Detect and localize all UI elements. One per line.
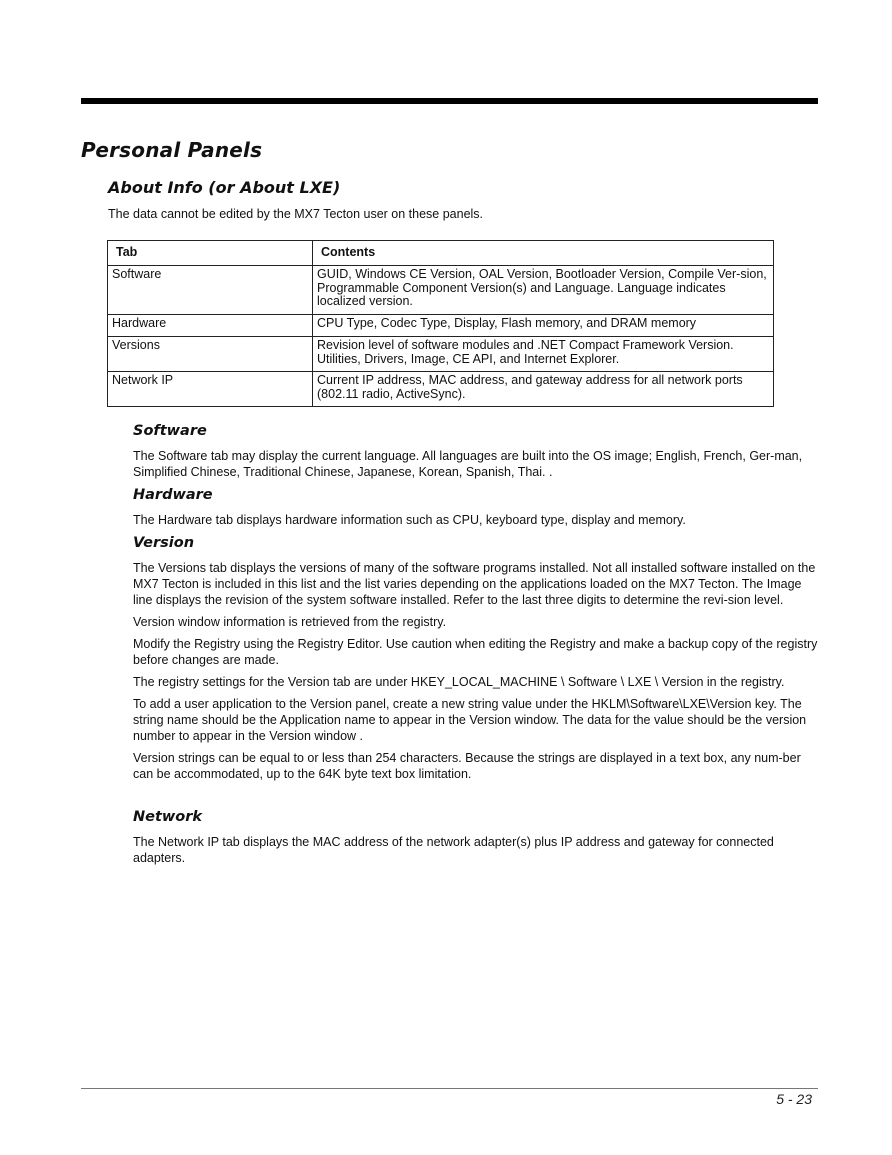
version-heading: Version xyxy=(133,535,195,551)
network-heading: Network xyxy=(133,809,203,825)
software-section xyxy=(133,423,818,480)
network-paragraph: The Network IP tab displays the MAC address of the network adapter(s) plus IP address and gateway for connected adapters. xyxy=(133,835,774,865)
table-header-contents: Contents xyxy=(313,241,774,266)
version-paragraph: The registry settings for the Version tab are under HKEY_LOCAL_MACHINE \ Software \ LXE \ Version in the registry. xyxy=(133,675,785,689)
table-cell-contents: Revision level of software modules and .NET Compact Framework Version. Utilities, Drivers, Image, CE API, and Internet Explorer. xyxy=(313,337,774,372)
table-row xyxy=(108,315,774,337)
table-header-row xyxy=(108,241,774,266)
table-cell-tab: Versions xyxy=(108,337,313,372)
network-section xyxy=(133,809,818,866)
software-paragraph: The Software tab may display the current language. All languages are built into the OS image; English, French, Ger-man, Simplified Chinese, Traditional Chinese, Japanese, Korean, Spanish, Thai. . xyxy=(133,449,803,479)
table-row xyxy=(108,337,774,372)
version-paragraph: To add a user application to the Version panel, create a new string value under the HKLM\Software\LXE\Version key. The string name should be the Application name to appear in the Version window. The data for the value should be the version number to appear in the Version window . xyxy=(133,697,807,743)
section-heading-about-info: About Info (or About LXE) xyxy=(108,178,341,197)
table-row xyxy=(108,372,774,407)
header-rule xyxy=(81,98,818,104)
hardware-paragraph: The Hardware tab displays hardware information such as CPU, keyboard type, display and memory. xyxy=(133,513,686,527)
version-paragraph: Version strings can be equal to or less than 254 characters. Because the strings are displayed in a text box, any num-ber can be accommodated, up to the 64K byte text box limitation. xyxy=(133,751,801,781)
page-number: 5 - 23 xyxy=(776,1091,812,1107)
version-paragraph: The Versions tab displays the versions of many of the software programs installed. Not all installed software installed on the MX7 Tecton is included in this list and the list varies depending on the applications loaded on the MX7 Tecton. The Image line displays the revision of the system software installed. Refer to the last three digits to determine the revi-sion level. xyxy=(133,561,816,607)
table-cell-contents: Current IP address, MAC address, and gateway address for all network ports (802.11 radio, ActiveSync). xyxy=(313,372,774,407)
table-cell-tab: Network IP xyxy=(108,372,313,407)
intro-text: The data cannot be edited by the MX7 Tecton user on these panels. xyxy=(108,207,484,221)
table-row xyxy=(108,266,774,315)
footer-rule xyxy=(81,1088,818,1089)
table-header-tab: Tab xyxy=(108,241,313,266)
hardware-heading: Hardware xyxy=(133,487,213,503)
page-title: Personal Panels xyxy=(81,138,263,162)
about-info-table xyxy=(107,240,774,407)
version-section xyxy=(133,535,818,782)
table-cell-tab: Hardware xyxy=(108,315,313,337)
version-paragraph: Modify the Registry using the Registry Editor. Use caution when editing the Registry and make a backup copy of the registry before changes are made. xyxy=(133,637,818,667)
table-cell-contents: CPU Type, Codec Type, Display, Flash memory, and DRAM memory xyxy=(313,315,774,337)
table-cell-contents: GUID, Windows CE Version, OAL Version, Bootloader Version, Compile Ver-sion, Programmable Component Version(s) and Language. Language indicates localized version. xyxy=(313,266,774,315)
table-cell-tab: Software xyxy=(108,266,313,315)
version-paragraph: Version window information is retrieved from the registry. xyxy=(133,615,447,629)
software-heading: Software xyxy=(133,423,207,439)
hardware-section xyxy=(133,487,818,528)
